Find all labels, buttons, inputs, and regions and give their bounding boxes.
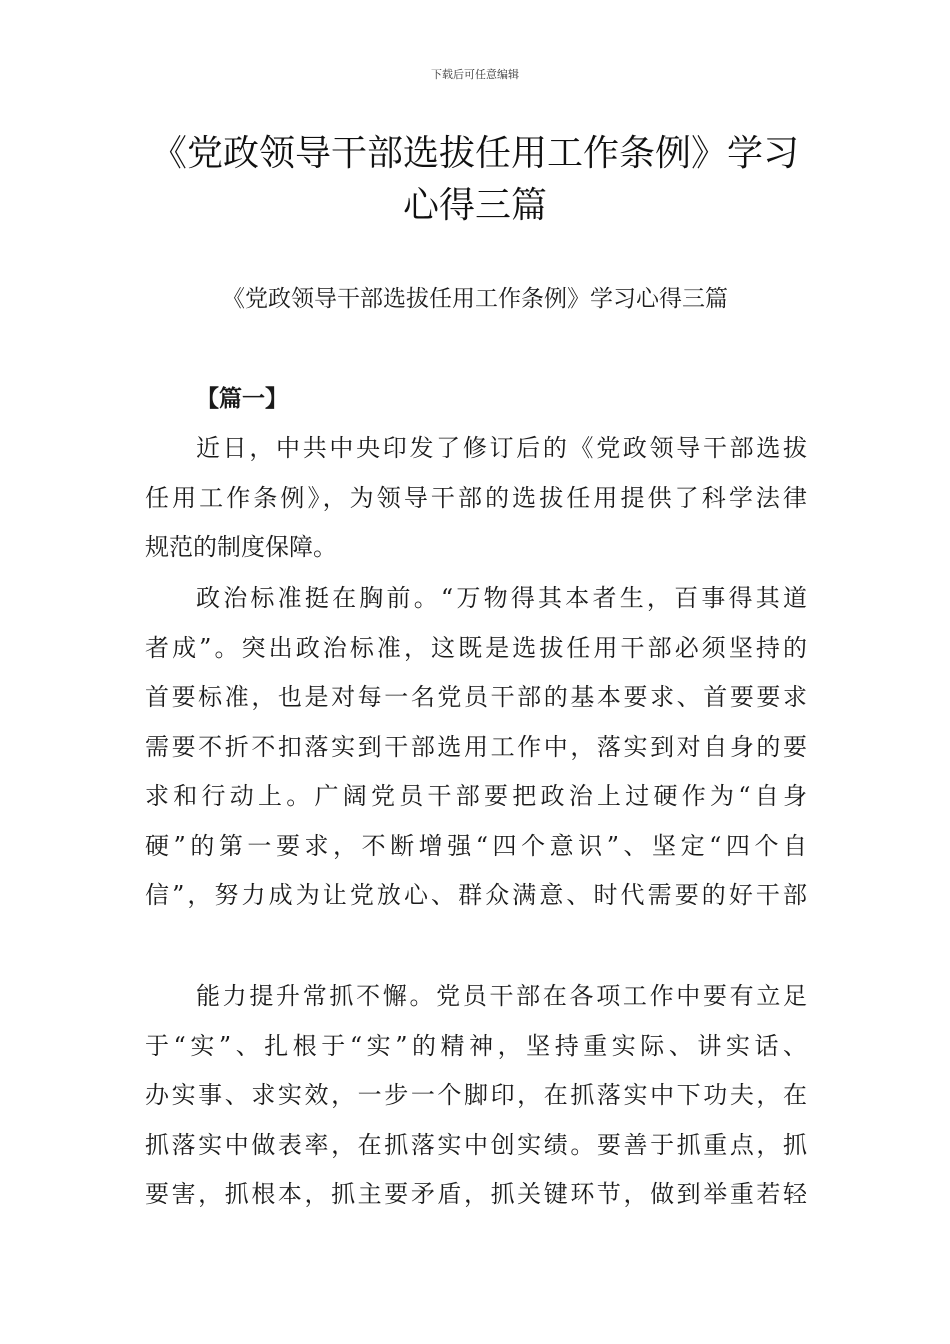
paragraph-line: 政治标准挺在胸前。“万物得其本者生，百事得其道: [196, 584, 807, 612]
paragraph-line: 首要标准，也是对每一名党员干部的基本要求、首要要求: [145, 683, 807, 711]
paragraph-line: 办实事、求实效，一步一个脚印，在抓落实中下功夫，在: [145, 1081, 807, 1109]
title-line-1: 《党政领导干部选拔任用工作条例》学习: [150, 133, 799, 174]
paragraph-line: 任用工作条例》，为领导干部的选拔任用提供了科学法律: [145, 483, 807, 512]
header-note: 下载后可任意编辑: [431, 68, 519, 81]
paragraph-1: [145, 424, 807, 573]
subtitle: 《党政领导干部选拔任用工作条例》学习心得三篇: [222, 286, 728, 312]
paragraph-2: [145, 574, 807, 921]
paragraph-line: 抓落实中做表率，在抓落实中创实绩。要善于抓重点，抓: [145, 1130, 807, 1159]
paragraph-line: 要害，抓根本，抓主要矛盾，抓关键环节，做到举重若轻: [145, 1180, 807, 1208]
paragraph-line: 信”，努力成为让党放心、群众满意、时代需要的好干部: [145, 881, 807, 909]
document-title: [120, 128, 830, 232]
paragraph-line: 者成”。突出政治标准，这既是选拔任用干部必须坚持的: [145, 633, 807, 662]
paragraph-line: 求和行动上。广阔党员干部要把政治上过硬作为“自身: [145, 782, 807, 810]
paragraph-line: 硬”的第一要求，不断增强“四个意识”、坚定“四个自: [145, 831, 807, 860]
title-line-2: 心得三篇: [402, 185, 547, 226]
paragraph-line: 需要不折不扣落实到干部选用工作中，落实到对自身的要: [145, 732, 807, 761]
paragraph-line: 近日，中共中央印发了修订后的《党政领导干部选拔: [196, 434, 807, 462]
paragraph-line: 能力提升常抓不懈。党员干部在各项工作中要有立足: [196, 982, 807, 1010]
section-label: 【篇一】: [196, 385, 288, 412]
paragraph-line: 规范的制度保障。: [145, 533, 337, 561]
paragraph-line: 于“实”、扎根于“实”的精神，坚持重实际、讲实话、: [145, 1031, 807, 1060]
paragraph-3: [145, 972, 807, 1220]
